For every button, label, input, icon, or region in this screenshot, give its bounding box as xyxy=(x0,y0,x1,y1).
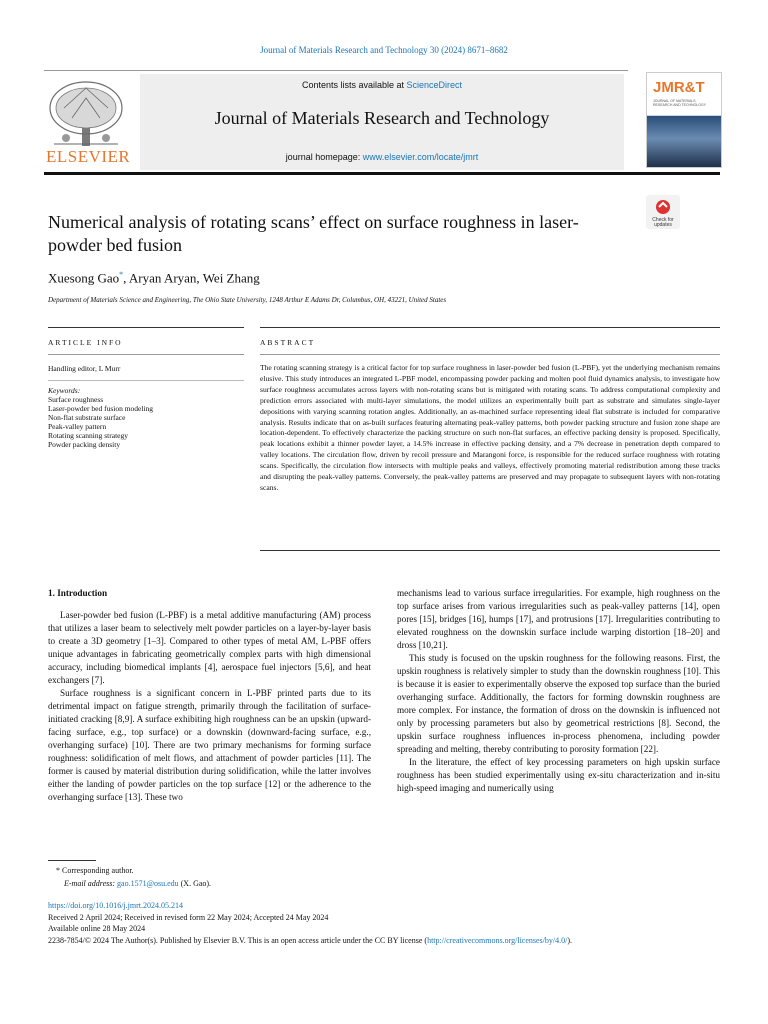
body-paragraph: Laser-powder bed fusion (L-PBF) is a metal additive manufacturing (AM) process that utilizes a laser beam to selectively melt powder particles on a layer-by-layer basis to create a 3D geometry [1–3]. Compared to other types of metal AM, L-PBF offers unique advantages in fabricating geometrically complex parts with high dimensional accuracy, including biomedical implants [4], aerospace fuel injectors [5,6], and heat exchangers [7]. xyxy=(48,610,371,685)
keyword-item: Laser-powder bed fusion modeling xyxy=(48,404,154,413)
author-list xyxy=(48,270,260,286)
keywords-label: Keywords: xyxy=(48,386,81,395)
body-paragraph: This study is focused on the upskin roughness for the following reasons. First, the upskin roughness is relatively simpler to study than the downskin roughness [10]. This is because it is easier to experimentally observe the exposed top surface than the buried overhanging surface. Additionally, the factors for forming downskin roughness are more complex. For instance, the formation of dross on the downskin is influenced not only by processing parameters but also by geometrical restrictions [8]. Second, the upskin surface roughness influences in-process phenomena, including powder spreading and melting, thereby contributing to porosity formation [22]. xyxy=(397,653,720,754)
journal-cover-thumbnail[interactable] xyxy=(646,72,722,168)
keyword-item: Rotating scanning strategy xyxy=(48,431,128,440)
article-metadata xyxy=(48,900,572,946)
doi-link[interactable]: https://doi.org/10.1016/j.jmrt.2024.05.214 xyxy=(48,901,183,910)
corresponding-author-marker[interactable]: * xyxy=(119,270,124,279)
article-info-rule xyxy=(48,327,244,328)
check-for-updates-icon[interactable] xyxy=(646,195,680,229)
keyword-item: Peak-valley pattern xyxy=(48,422,107,431)
keyword-item: Powder packing density xyxy=(48,440,121,449)
abstract-heading: ABSTRACT xyxy=(260,338,316,347)
body-paragraph: mechanisms lead to various surface irregularities. For example, high roughness on the top surface arises from various irregularities such as peak-valley patterns [14], open pores [15], bridges [16], humps [17], and protrusions [17]. Irregularities contributing to elevated roughness on the downskin surface include warping distortion [18–20] and dross [10,21]. xyxy=(397,588,720,650)
corresponding-footnote: * Corresponding author. xyxy=(56,866,134,875)
journal-homepage-link[interactable]: www.elsevier.com/locate/jmrt xyxy=(362,152,479,162)
article-info-subrule xyxy=(48,354,244,355)
header-bottom-rule xyxy=(44,172,720,175)
affiliation: Department of Materials Science and Engineering, The Ohio State University, 1248 Arthur E Adams Dr, Columbus, OH, 43221, United States xyxy=(48,296,447,304)
author-gao[interactable]: Xuesong Gao xyxy=(48,270,120,286)
journal-header-band xyxy=(140,74,624,170)
email-link[interactable]: gao.1571@osu.edu xyxy=(117,879,179,888)
abstract-rule xyxy=(260,327,720,328)
keyword-item: Surface roughness xyxy=(48,395,104,404)
article-info-heading: ARTICLE INFO xyxy=(48,338,123,347)
body-paragraph: Surface roughness is a significant concern in L-PBF printed parts due to its detrimental impact on fatigue strength, primarily through the facilitation of surface-initiated cracking [8,9]. A surface exhibiting high roughness can be an upskin (upward-facing surface, e.g., top surface) or a downskin (downward-facing surface, e.g., overhanging surface) [10]. There are two primary mechanisms for forming surface roughness: solidification of melt flows, and attachment of powder particles [11]. The former is caused by material distribution during solidification, while the latter involves either the landing of powder particles on the top surface [12] or the adherence to the overhanging surface [13]. These two xyxy=(48,688,371,802)
journal-title: Journal of Materials Research and Technology xyxy=(214,108,550,128)
abstract-text: The rotating scanning strategy is a critical factor for top surface roughness in laser-powder bed fusion (L-PBF), yet the underlying mechanism remains elusive. This study introduces an integrated L-PBF model, encompassing powder packing and molten pool fluid dynamics analysis, to investigate how surface roughness accumulates across layers with non-rotating scans but is mitigated with rotating scans. To address computational complexity and prediction errors associated with multi-layer simulations, the model utilizes an experimentally built part as substrate and simulates single-layer depositions with varying scanning rotation angles. Additionally, an as-machined surface representing ideal flat substrate is included for comparative analysis. Results indicate that on as-built surfaces featuring alternating peak-valley patterns, both powder packing structure and fusion zone shape are location-dependent. To effectively characterize the packing structure on such non-flat surfaces, an effective packing density is proposed. Specifically, peak locations exhibit a thinner powder layer, a 14.5% increase in effective packing density, and a 7% decrease in penetration depth compared to valley locations. The circulation flow, driven by recoil pressure and Marangoni force, is responsible for the reduced surface roughness with rotating scans. Specifically, the circulation flow intersects with multiple peaks and valleys, effectively promoting material redistribution among these tracks and disrupting the peak-valley patterns. Conversely, the peak-valley patterns are preserved and may propagate to subsequent layers with non-rotating scans. xyxy=(260,363,720,492)
footnote-rule xyxy=(48,860,96,861)
article-title: Numerical analysis of rotating scans’ effect on surface roughness in laser-powder bed fusion xyxy=(48,212,579,255)
body-left-column xyxy=(48,587,371,804)
available-online-date: Available online 28 May 2024 xyxy=(48,924,146,933)
contents-available-line: Contents lists available at ScienceDirect xyxy=(301,80,463,90)
section-heading-introduction: 1. Introduction xyxy=(48,588,108,598)
co-authors: , Aryan Aryan, Wei Zhang xyxy=(123,270,260,286)
cover-title: JMR&T xyxy=(653,79,705,96)
keyword-item: Non-flat substrate surface xyxy=(48,413,126,422)
publisher-name: ELSEVIER xyxy=(46,147,131,166)
journal-citation-link[interactable]: Journal of Materials Research and Technology 30 (2024) 8671–8682 xyxy=(260,45,508,55)
cover-subtitle: JOURNAL OF MATERIALS RESEARCH AND TECHNOLOGY xyxy=(653,99,707,107)
license-line: 2238-7854/© 2024 The Author(s). Published by Elsevier B.V. This is an open access article under the CC BY license (http://creativecommons.org/licenses/by/4.0/). xyxy=(48,935,573,945)
abstract-subrule xyxy=(260,354,720,355)
journal-homepage-line: journal homepage: www.elsevier.com/locate/jmrt xyxy=(285,152,479,162)
abstract-end-rule xyxy=(260,550,720,551)
received-dates: Received 2 April 2024; Received in revised form 22 May 2024; Accepted 24 May 2024 xyxy=(48,912,329,922)
email-footnote: E-mail address: gao.1571@osu.edu (X. Gao). xyxy=(64,879,212,888)
body-right-column xyxy=(397,587,720,795)
check-for-updates-line2: updates xyxy=(654,222,672,228)
keywords-block xyxy=(48,386,153,449)
license-link[interactable]: http://creativecommons.org/licenses/by/4.0/ xyxy=(427,935,568,945)
check-for-updates-line1: Check for xyxy=(652,217,674,223)
header-top-rule xyxy=(44,70,628,71)
sciencedirect-link[interactable]: ScienceDirect xyxy=(406,80,463,90)
body-paragraph: In the literature, the effect of key processing parameters on high upskin surface roughness has been studied experimentally using ex-situ characterization and in-situ high-speed imaging and numerically using xyxy=(397,757,720,793)
handling-editor: Handling editor, L Murr xyxy=(48,364,121,373)
keywords-rule xyxy=(48,380,244,381)
